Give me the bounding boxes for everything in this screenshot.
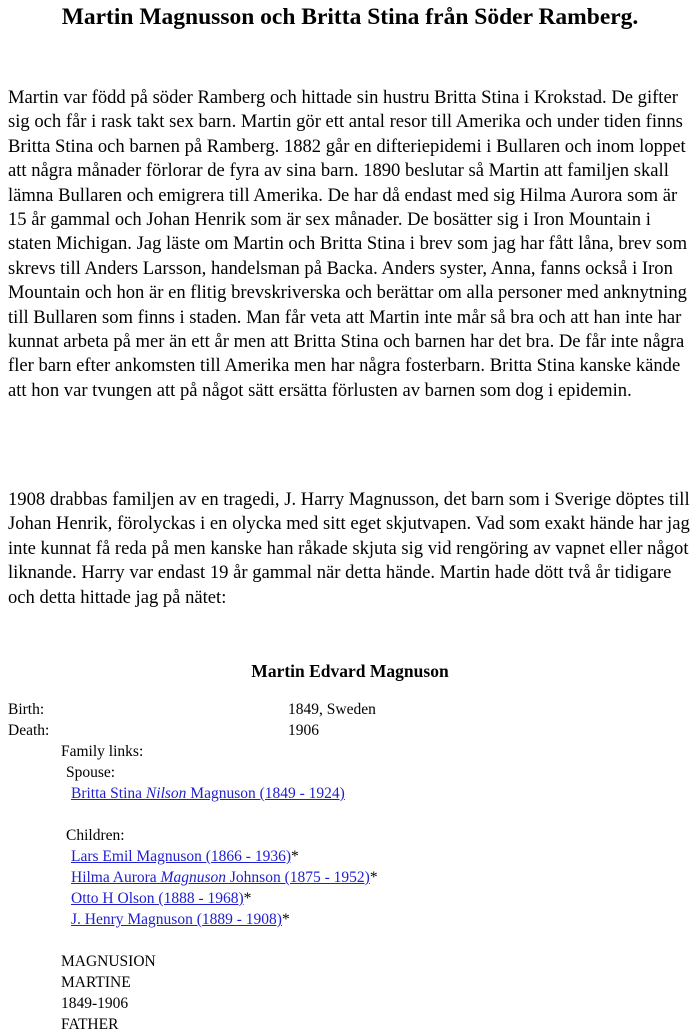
death-value: 1906: [288, 722, 319, 739]
child-entry: [71, 888, 251, 909]
child-entry: [71, 867, 378, 888]
record-name: Martin Edvard Magnuson: [251, 661, 449, 681]
birth-value: 1849, Sweden: [288, 701, 376, 718]
children-label: Children:: [66, 827, 125, 844]
child-link-lars-emil[interactable]: Lars Emil Magnuson (1866 - 1936): [71, 848, 291, 865]
spouse-label: Spouse:: [66, 764, 116, 781]
inscription-line: 1849-1906: [61, 995, 129, 1012]
child-entry: [71, 909, 290, 930]
asterisk-marker: *: [369, 869, 378, 886]
child-link-j-henry[interactable]: J. Henry Magnuson (1889 - 1908): [71, 911, 282, 928]
asterisk-marker: *: [243, 890, 252, 907]
inscription-line: MARTINE: [61, 974, 131, 991]
family-links-label: Family links:: [61, 743, 144, 760]
asterisk-marker: *: [281, 911, 290, 928]
page-title: Martin Magnusson och Britta Stina från Söder Ramberg.: [61, 4, 639, 30]
paragraph-1: Martin var född på söder Ramberg och hittade sin hustru Britta Stina i Krokstad. De gifter sig och får i rask takt sex barn. Martin gör ett antal resor till Amerika och under tiden finns Britta Stina och barnen på Ramberg. 1882 går en difteriepidemi i Bullaren och inom loppet att några månader förlorar de fyra av sina barn. 1890 beslutar så Martin att familjen skall lämna Bullaren och emigrera till Amerika. De har då endast med sig Hilma Aurora som är 15 år gammal och Johan Henrik som är sex månader. De bosätter sig i Iron Mountain i staten Michigan. Jag läste om Martin och Britta Stina i brev som jag har fått låna, brev som skrevs till Anders Larsson, handelsman på Backa. Anders syster, Anna, fanns också i Iron Mountain och hon är en flitig brevskriverska och berättar om alla personer med anknytning till Bullaren som finns i staden. Man får veta att Martin inte mår så bra och att han inte har kunnat arbeta på mer än ett år men att Britta Stina och barnen har det bra. De får inte några fler barn efter ankomsten till Amerika men har några fosterbarn. Britta Stina kanske kände att hon var tvungen att på något sätt ersätta förlusten av barnen som dog i epidemin.: [8, 87, 688, 401]
spouse-link[interactable]: Britta Stina Nilson Magnuson (1849 - 1924): [71, 785, 345, 802]
child-entry: [71, 846, 299, 867]
child-link-otto-olson[interactable]: Otto H Olson (1888 - 1968): [71, 890, 244, 907]
spouse-entry: [71, 783, 345, 804]
child-link-hilma-aurora[interactable]: Hilma Aurora Magnuson Johnson (1875 - 1952): [71, 869, 370, 886]
paragraph-2: 1908 drabbas familjen av en tragedi, J. Harry Magnusson, det barn som i Sverige döptes till Johan Henrik, förolyckas i en olycka med sitt eget skjutvapen. Vad som exakt hände har jag inte kunnat få reda på men kanske han råkade skjuta sig vid rengöring av vapnet eller något liknande. Harry var endast 19 år gammal när detta hände. Martin hade dött två år tidigare och detta hittade jag på nätet:: [8, 489, 690, 608]
inscription-line: FATHER: [61, 1016, 119, 1033]
inscription-line: MAGNUSION: [61, 953, 156, 970]
death-label: Death:: [8, 722, 50, 739]
birth-label: Birth:: [8, 701, 45, 718]
asterisk-marker: *: [290, 848, 299, 865]
